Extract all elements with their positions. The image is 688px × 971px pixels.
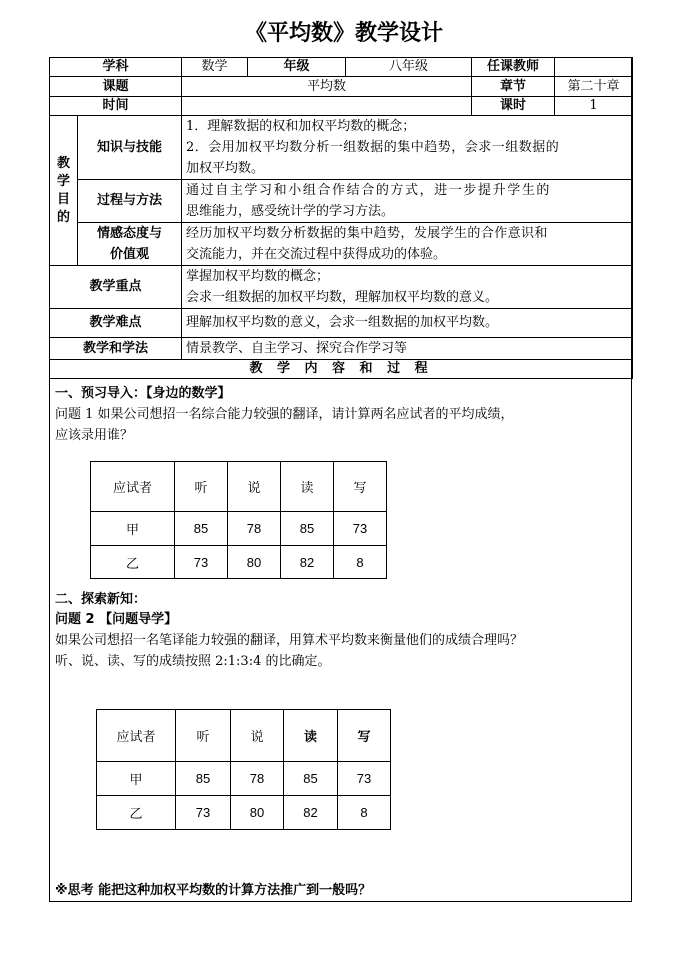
score2-cell: 8 [338, 796, 391, 830]
grade-label: 年级 [248, 58, 346, 77]
knowledge-line-3: 加权平均数。 [186, 161, 265, 176]
question2-line-1: 如果公司想招一名笔译能力较强的翻译，用算术平均数来衡量他们的成绩合理吗？ [55, 633, 524, 648]
emotion-label-line-2: 价值观 [110, 247, 150, 262]
score2-cell: 73 [176, 796, 231, 830]
teaching-goal-label [50, 116, 78, 266]
subject-label: 学科 [50, 58, 182, 77]
score2-cell: 85 [284, 762, 338, 796]
question1-line-2: 应该录用谁？ [55, 428, 134, 443]
score2-cell: 82 [284, 796, 338, 830]
score-cell: 85 [175, 512, 228, 546]
score-table-2 [96, 709, 391, 830]
subject-value: 数学 [182, 58, 248, 77]
grade-value: 八年级 [346, 58, 472, 77]
score-header-write: 写 [334, 462, 387, 512]
process-content [182, 180, 633, 223]
process-line-1: 通过自主学习和小组合作结合的方式，进一步提升学生的 [186, 183, 552, 198]
key-points-content [182, 266, 633, 309]
period-value: 1 [555, 97, 633, 116]
score2-row-jia-name: 甲 [97, 762, 176, 796]
emotion-line-2: 交流能力，并在交流过程中获得成功的体验。 [186, 247, 447, 262]
teacher-label: 任课教师 [472, 58, 555, 77]
score2-cell: 80 [231, 796, 284, 830]
content-header: 教 学 内 容 和 过 程 [50, 360, 633, 379]
score2-cell: 85 [176, 762, 231, 796]
score2-cell: 73 [338, 762, 391, 796]
emotion-label [78, 223, 182, 266]
topic-label: 课题 [50, 77, 182, 97]
process-label: 过程与方法 [78, 180, 182, 223]
page-title: 《平均数》教学设计 [244, 21, 443, 46]
score2-header-write: 写 [338, 710, 391, 762]
score-cell: 82 [281, 546, 334, 579]
question2-line-2: 听、说、读、写的成绩按照 2:1:3:4 的比确定。 [55, 654, 331, 669]
teacher-value [555, 58, 633, 77]
lesson-info-table [49, 57, 633, 379]
key-points-label: 教学重点 [50, 266, 182, 309]
score-header-name: 应试者 [91, 462, 175, 512]
score2-row-yi-name: 乙 [97, 796, 176, 830]
topic-value: 平均数 [182, 77, 472, 97]
methods-content: 情景教学、自主学习、探究合作学习等 [182, 338, 633, 360]
section2-heading: 二、探索新知： [55, 592, 147, 607]
score2-cell: 78 [231, 762, 284, 796]
period-label: 课时 [472, 97, 555, 116]
score-header-speak: 说 [228, 462, 281, 512]
emotion-content [182, 223, 633, 266]
score2-header-read: 读 [284, 710, 338, 762]
emotion-label-line-1: 情感态度与 [97, 226, 163, 241]
key-points-line-2: 会求一组数据的加权平均数，理解加权平均数的意义。 [186, 290, 499, 305]
question2-title: 问题 2 【问题导学】 [55, 612, 178, 627]
process-line-2: 思维能力，感受统计学的学习方法。 [186, 204, 395, 219]
question1-line-1: 问题 1 如果公司想招一名综合能力较强的翻译，请计算两名应试者的平均成绩， [55, 407, 514, 422]
score-cell: 73 [334, 512, 387, 546]
emotion-line-1: 经历加权平均数分析数据的集中趋势，发展学生的合作意识和 [186, 226, 548, 241]
time-value [182, 97, 472, 116]
score-cell: 73 [175, 546, 228, 579]
time-label: 时间 [50, 97, 182, 116]
score-header-listen: 听 [175, 462, 228, 512]
think-prompt: ※思考 能把这种加权平均数的计算方法推广到一般吗？ [55, 883, 372, 898]
difficulties-label: 教学难点 [50, 309, 182, 338]
score2-header-listen: 听 [176, 710, 231, 762]
score-header-read: 读 [281, 462, 334, 512]
score2-header-name: 应试者 [97, 710, 176, 762]
score-cell: 85 [281, 512, 334, 546]
chapter-label: 章节 [472, 77, 555, 97]
knowledge-content [182, 116, 633, 180]
score-row-jia-name: 甲 [91, 512, 175, 546]
score-row-yi-name: 乙 [91, 546, 175, 579]
section1-heading: 一、预习导入：【身边的数学】 [55, 386, 231, 401]
difficulties-content: 理解加权平均数的意义，会求一组数据的加权平均数。 [182, 309, 633, 338]
score-table-1 [90, 461, 387, 579]
knowledge-label: 知识与技能 [78, 116, 182, 180]
key-points-line-1: 掌握加权平均数的概念； [186, 269, 330, 284]
knowledge-line-1: 1．理解数据的权和加权平均数的概念； [186, 119, 416, 134]
chapter-value: 第二十章 [555, 77, 633, 97]
knowledge-line-2: 2．会用加权平均数分析一组数据的集中趋势，会求一组数据的 [186, 140, 560, 155]
methods-label: 教学和学法 [50, 338, 182, 360]
score2-header-speak: 说 [231, 710, 284, 762]
score-cell: 78 [228, 512, 281, 546]
teaching-goal-label-text: 教学目的 [56, 155, 70, 225]
score-cell: 8 [334, 546, 387, 579]
score-cell: 80 [228, 546, 281, 579]
